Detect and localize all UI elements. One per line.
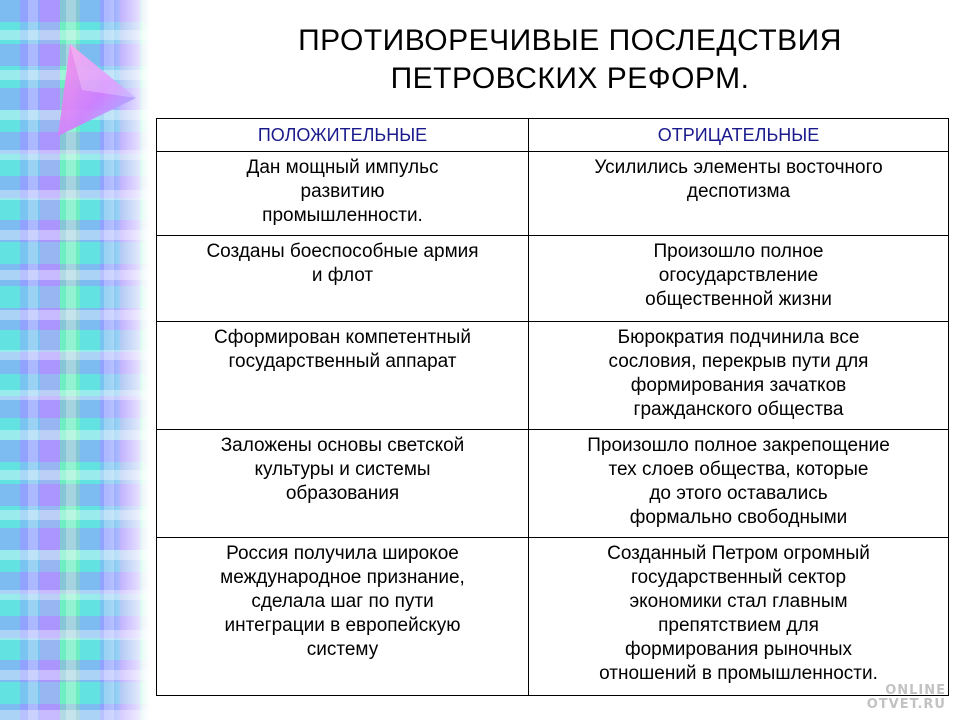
reforms-table-container xyxy=(156,118,948,696)
cell-positive xyxy=(157,538,529,696)
decorative-left-strip xyxy=(0,0,150,720)
cell-negative xyxy=(529,152,949,236)
cell-negative xyxy=(529,538,949,696)
table-row xyxy=(157,322,949,430)
cell-text: Созданы боеспособные армия и флот xyxy=(206,241,479,286)
table-row xyxy=(157,538,949,696)
cell-text: Произошло полное закрепощение тех слоев общества, которые до этого оставались формально свободными xyxy=(587,435,890,528)
table-row xyxy=(157,236,949,322)
table-row xyxy=(157,152,949,236)
header-positive: ПОЛОЖИТЕЛЬНЫЕ xyxy=(157,119,529,152)
cell-negative xyxy=(529,236,949,322)
cell-text: Усилились элементы восточного деспотизма xyxy=(594,157,883,202)
cell-text: Россия получила широкое международное признание, сделала шаг по пути интеграции в европейскую систему xyxy=(220,543,465,660)
cell-text: Сформирован компетентный государственный аппарат xyxy=(214,327,471,372)
cell-positive xyxy=(157,322,529,430)
title-line-1: ПРОТИВОРЕЧИВЫЕ ПОСЛЕДСТВИЯ xyxy=(298,24,842,57)
cell-positive xyxy=(157,236,529,322)
watermark: ONLINE OTVET.RU xyxy=(866,683,946,712)
page-title xyxy=(240,22,900,98)
reforms-table xyxy=(156,118,949,696)
table-row xyxy=(157,430,949,538)
cell-text: Заложены основы светской культуры и системы образования xyxy=(220,435,465,504)
cell-negative xyxy=(529,322,949,430)
cell-text: Дан мощный импульс развитию промышленности. xyxy=(246,157,439,226)
table-header-row xyxy=(157,119,949,152)
cell-text: Созданный Петром огромный государственный сектор экономики стал главным препятствием для формирования рыночных отношений в промышленности. xyxy=(599,543,878,684)
title-line-2: ПЕТРОВСКИХ РЕФОРМ. xyxy=(390,62,750,95)
cell-positive xyxy=(157,152,529,236)
header-negative: ОТРИЦАТЕЛЬНЫЕ xyxy=(529,119,949,152)
cell-positive xyxy=(157,430,529,538)
cell-text: Произошло полное огосударствление общественной жизни xyxy=(645,241,832,310)
triangle-icon xyxy=(52,40,140,140)
cell-negative xyxy=(529,430,949,538)
cell-text: Бюрократия подчинила все сословия, перекрыв пути для формирования зачатков гражданского общества xyxy=(608,327,869,420)
